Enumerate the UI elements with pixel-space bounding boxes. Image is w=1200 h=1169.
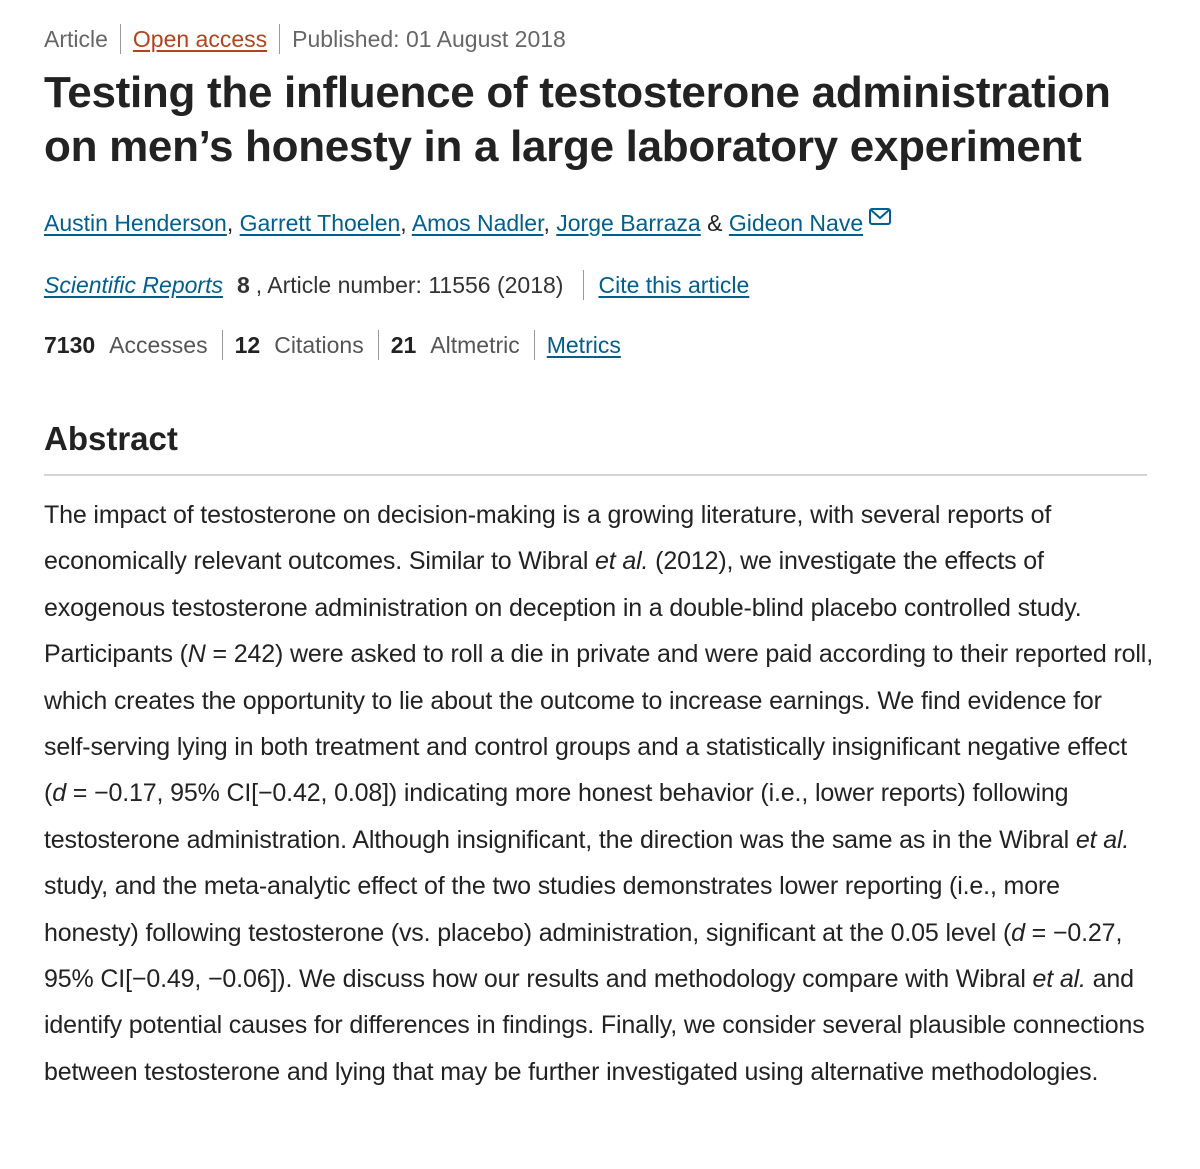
publish-date: Published: 01 August 2018 (292, 25, 566, 52)
abstract-heading: Abstract (44, 420, 178, 457)
abstract-italic: et al. (1032, 965, 1086, 994)
metrics-link[interactable]: Metrics (546, 331, 621, 358)
author-link[interactable]: Jorge Barraza (556, 210, 701, 236)
divider (222, 330, 223, 360)
abstract-segment: study, and the meta-analytic effect of the two studies demonstrates lower reporting (i.e., more honesty) following testosterone (vs. placebo) administration, significant at the 0.05 level ( (44, 872, 1060, 947)
accesses-label: Accesses (109, 331, 208, 358)
altmetric-count: 21 (390, 331, 417, 358)
article-title: Testing the influence of testosterone administration on men’s honesty in a large laboratory experiment (44, 68, 1111, 171)
abstract-segment: = −0.27, 95% CI[−0.49, −0.06]). We discuss how our results and methodology compare with Wibral (44, 918, 1123, 994)
abstract-segment: The impact of testosterone on decision-making is a growing literature, with several reports of economically relevant outcomes. Similar to Wibral (44, 501, 1052, 576)
article-number: , Article number: 11556 (2018) (255, 271, 564, 298)
envelope-icon[interactable] (869, 204, 891, 231)
author-link[interactable]: Austin Henderson (44, 210, 227, 236)
author-list: Austin Henderson, Garrett Thoelen, Amos Nadler, Jorge Barraza & Gideon Nave (44, 204, 891, 237)
article-metrics (44, 330, 621, 360)
author-link[interactable]: Garrett Thoelen (239, 210, 401, 236)
author-link[interactable]: Gideon Nave (728, 210, 864, 236)
citations-label: Citations (274, 331, 364, 358)
accesses-count: 7130 (44, 331, 96, 358)
abstract-segment: and identify potential causes for differences in findings. Finally, we consider several plausible connections between testosterone and lying that may be further investigated using alternative methodologies. (44, 965, 1145, 1086)
journal-info (44, 270, 749, 300)
section-divider (44, 474, 1147, 476)
divider (534, 330, 535, 360)
journal-link[interactable]: Scientific Reports (44, 271, 223, 298)
abstract-segment: = 242) were asked to roll a die in private and were paid according to their reported roll, which creates the opportunity to lie about the outcome to increase earnings. We find evidence for self-serving lying in both treatment and control groups and a statistically insignificant negative effect ( (44, 640, 1154, 808)
divider (120, 24, 121, 54)
abstract-italic: et al. (1075, 825, 1130, 854)
open-access-link[interactable]: Open access (132, 25, 268, 52)
abstract-segment: = −0.17, 95% CI[−0.42, 0.08]) indicating more honest behavior (i.e., lower reports) following testosterone administration. Although insignificant, the direction was the same as in the Wibral (44, 779, 1076, 854)
divider (378, 330, 379, 360)
divider (279, 24, 280, 54)
abstract-segment: (2012), we investigate the effects of exogenous testosterone administration on deception in a double-blind placebo controlled study. Participants ( (44, 547, 1082, 669)
citations-count: 12 (234, 331, 261, 358)
abstract-italic: et al. (595, 547, 649, 576)
article-meta (44, 24, 566, 54)
altmetric-label: Altmetric (430, 331, 520, 358)
abstract-italic: N (187, 640, 206, 669)
abstract-text (44, 492, 1154, 1095)
cite-article-link[interactable]: Cite this article (598, 271, 750, 298)
journal-volume: 8 (236, 271, 250, 298)
divider (583, 270, 584, 300)
abstract-italic: d (52, 779, 66, 808)
article-type: Article (44, 25, 108, 52)
author-link[interactable]: Amos Nadler (411, 210, 544, 236)
abstract-italic: d (1011, 918, 1025, 947)
